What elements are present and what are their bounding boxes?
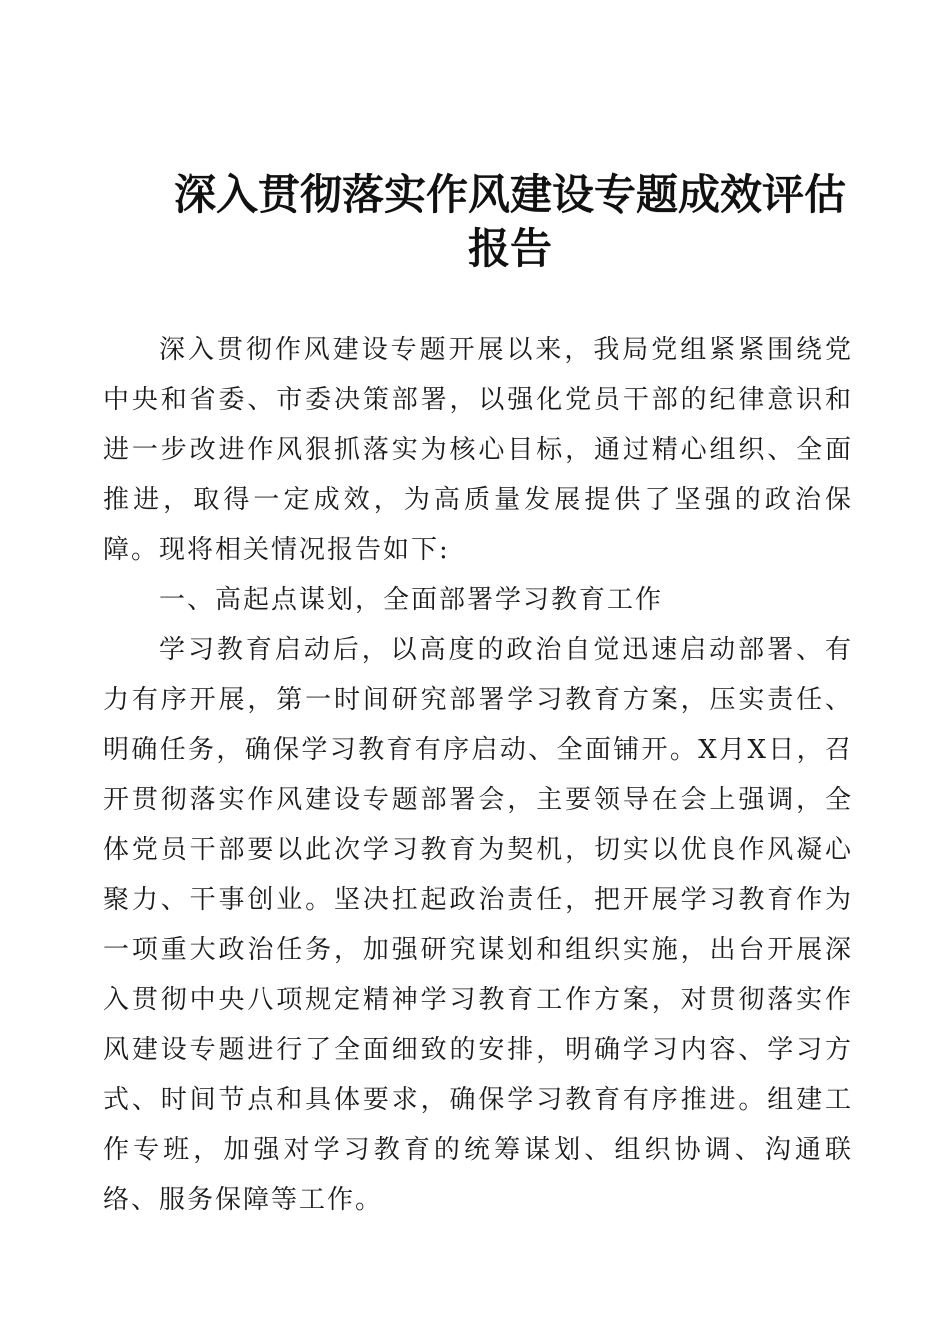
title-line-1: 深入贯彻落实作风建设专题成效评估	[173, 170, 846, 219]
title-line-2: 报告	[467, 224, 552, 273]
section-heading: 一、高起点谋划，全面部署学习教育工作	[159, 585, 664, 615]
intro-paragraph: 深入贯彻作风建设专题开展以来，我局党组紧紧围绕党中央和省委、市委决策部署，以强化党员干部的纪律意识和进一步改进作风狠抓落实为核心目标，通过精心组织、全面推进，取得一定成效，为高质量发展提供了坚强的政治保障。现将相关情况报告如下:	[103, 335, 853, 565]
document-body	[103, 325, 853, 1225]
section-paragraph: 学习教育启动后，以高度的政治自觉迅速启动部署、有力有序开展，第一时间研究部署学习教育方案，压实责任、明确任务，确保学习教育有序启动、全面铺开。X月X日，召开贯彻落实作风建设专题部署会，主要领导在会上强调，全体党员干部要以此次学习教育为契机，切实以优良作风凝心聚力、干事创业。坚决扛起政治责任，把开展学习教育作为一项重大政治任务，加强研究谋划和组织实施，出台开展深入贯彻中央八项规定精神学习教育工作方案，对贯彻落实作风建设专题进行了全面细致的安排，明确学习内容、学习方式、时间节点和具体要求，确保学习教育有序推进。组建工作专班，加强对学习教育的统筹谋划、组织协调、沟通联络、服务保障等工作。	[103, 635, 853, 1215]
document-title	[150, 168, 870, 276]
